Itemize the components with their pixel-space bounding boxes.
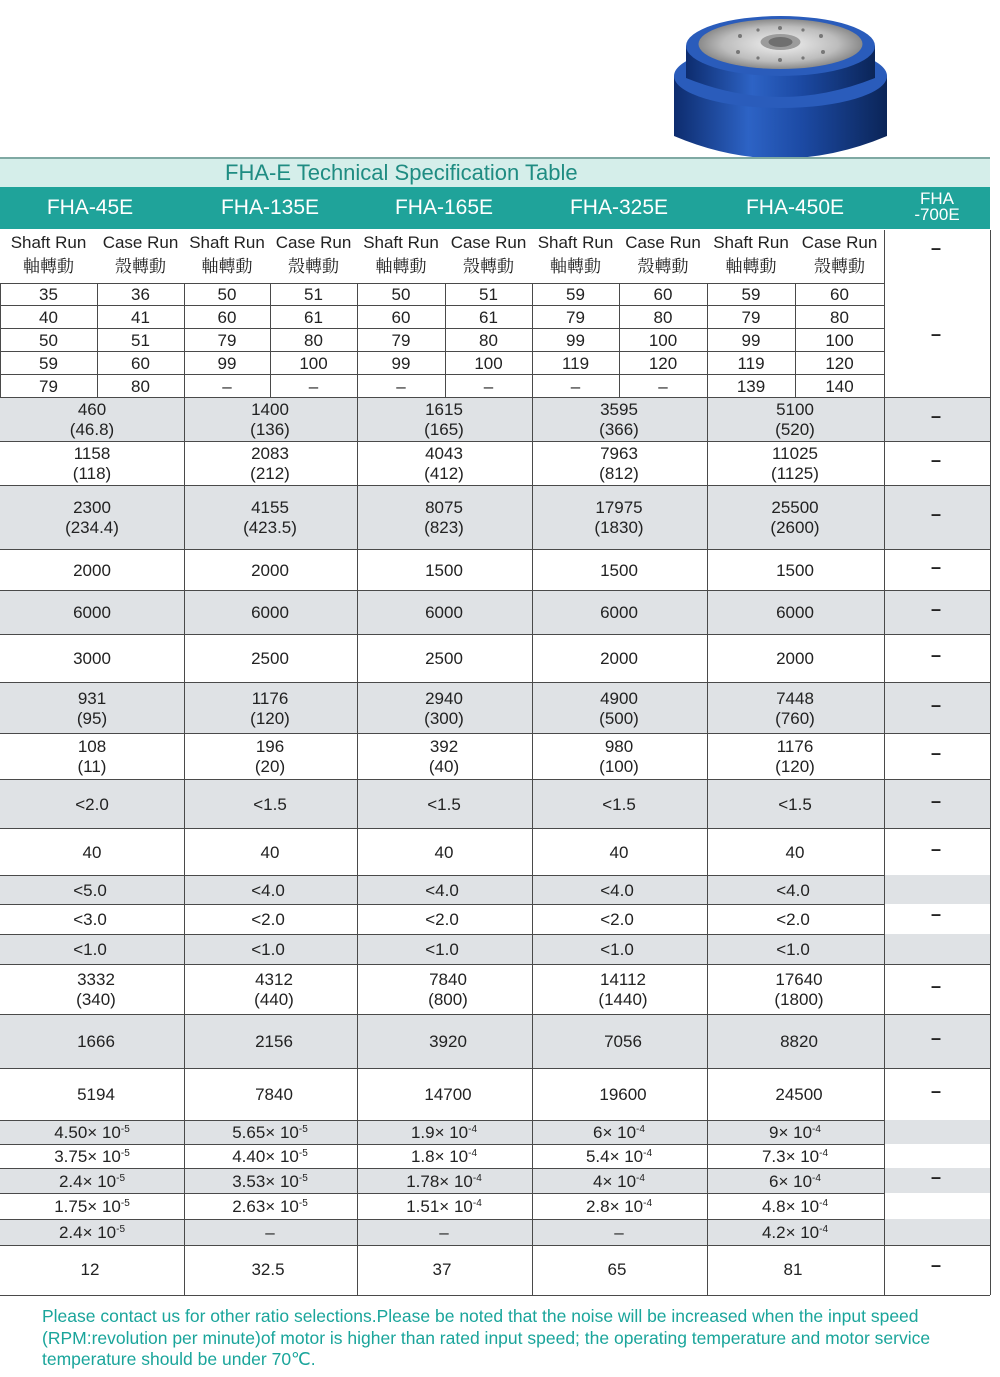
table-hline bbox=[0, 1168, 884, 1169]
precision-cell: <2.0 bbox=[600, 910, 634, 929]
spec-cell: 40 bbox=[785, 842, 805, 862]
spec-cell: 7448 (760) bbox=[775, 688, 815, 728]
spec-cell: 3920 bbox=[429, 1032, 467, 1051]
table-hline bbox=[0, 1120, 884, 1121]
spec-cell: 17640 (1800) bbox=[774, 970, 824, 1009]
inertia-cell: $6\times 10^{-4}$ bbox=[769, 1171, 821, 1191]
spec-cell: 2000 bbox=[251, 560, 289, 580]
precision-cell: <1.0 bbox=[776, 940, 810, 959]
inertia-cell: $4.8\times 10^{-4}$ bbox=[761, 1197, 829, 1216]
model-header-fha-700e bbox=[884, 191, 990, 233]
table-hline bbox=[0, 934, 884, 935]
fha-700e-ratio-dash: – bbox=[931, 324, 942, 344]
ratio-cell: 79 bbox=[391, 330, 411, 350]
spec-cell: <1.5 bbox=[253, 794, 287, 814]
spec-cell: 1500 bbox=[600, 560, 638, 580]
fha-700e-spec-dash: – bbox=[931, 450, 942, 470]
spec-cell: 25500 (2600) bbox=[770, 498, 820, 537]
table-hline bbox=[0, 1068, 990, 1069]
spec-cell: 2083 (212) bbox=[250, 444, 290, 483]
ratio-cell: 36 bbox=[131, 285, 150, 304]
ratio-cell: 51 bbox=[304, 285, 323, 304]
spec-cell: 3332 (340) bbox=[76, 970, 116, 1009]
fha-700e-spec-dash: – bbox=[931, 599, 942, 619]
spec-cell: 6000 bbox=[251, 603, 289, 622]
ratio-cell: 80 bbox=[479, 330, 498, 350]
inertia-cell: $4.2\times 10^{-4}$ bbox=[761, 1223, 829, 1242]
spec-cell: 1500 bbox=[425, 560, 463, 580]
spec-cell: 2500 bbox=[251, 649, 289, 668]
ratio-cell: – bbox=[658, 376, 668, 396]
ratio-cell: 100 bbox=[648, 330, 678, 350]
ratio-cell: 61 bbox=[479, 307, 498, 327]
ratio-cell: 50 bbox=[391, 285, 411, 304]
table-hline bbox=[0, 1193, 884, 1194]
spec-cell: 196 (20) bbox=[254, 737, 286, 776]
title-band bbox=[0, 157, 990, 187]
inertia-cell: – bbox=[439, 1223, 449, 1242]
spec-cell: 1176 (120) bbox=[250, 688, 290, 728]
spec-cell: 5194 bbox=[77, 1085, 115, 1104]
precision-cell: <4.0 bbox=[776, 880, 810, 900]
table-hline bbox=[0, 1014, 990, 1015]
model-header-row bbox=[0, 187, 990, 229]
ratio-cell: 100 bbox=[474, 353, 503, 373]
precision-cell: <5.0 bbox=[73, 880, 107, 900]
fha-700e-spec-dash: – bbox=[931, 645, 942, 665]
spec-cell: 2500 bbox=[425, 649, 463, 668]
ratio-cell: 60 bbox=[830, 285, 849, 304]
spec-cell: 40 bbox=[609, 842, 629, 862]
inertia-cell: $4\times 10^{-4}$ bbox=[593, 1171, 645, 1191]
precision-cell: <1.0 bbox=[251, 940, 285, 959]
spec-cell: 6000 bbox=[425, 603, 463, 622]
mass-cell: 37 bbox=[432, 1260, 452, 1279]
spec-cell: 14700 bbox=[424, 1085, 472, 1104]
table-hline bbox=[0, 374, 884, 375]
fha-700e-spec-dash: – bbox=[931, 694, 942, 715]
model-header-fha-450e: FHA-450E bbox=[745, 196, 845, 219]
spec-cell: <1.5 bbox=[778, 794, 812, 814]
precision-cell: <3.0 bbox=[73, 910, 107, 929]
fha-700e-inertia-dash: – bbox=[931, 1167, 942, 1187]
inertia-cell: $2.63\times 10^{-5}$ bbox=[232, 1197, 308, 1216]
ratio-cell: 100 bbox=[825, 330, 854, 350]
spec-cell: 7056 bbox=[604, 1032, 642, 1051]
fha-700e-spec-dash: – bbox=[931, 790, 942, 811]
mass-cell: 81 bbox=[783, 1260, 803, 1279]
table-hline bbox=[0, 733, 990, 734]
model-header-fha-135e: FHA-135E bbox=[220, 196, 320, 219]
ratio-cell: 119 bbox=[737, 353, 765, 373]
model-header-fha-165e: FHA-165E bbox=[394, 196, 494, 219]
ratio-cell: 60 bbox=[391, 307, 411, 327]
ratio-cell: 41 bbox=[131, 307, 150, 327]
ratio-cell: – bbox=[396, 376, 406, 396]
spec-cell: 2940 (300) bbox=[424, 688, 464, 728]
precision-cell: <2.0 bbox=[776, 910, 810, 929]
table-hline bbox=[0, 305, 884, 306]
ratio-cell: – bbox=[483, 376, 494, 396]
table-hline bbox=[0, 1144, 884, 1145]
table-hline bbox=[0, 397, 990, 398]
precision-cell: <1.0 bbox=[73, 940, 107, 959]
spec-cell: 6000 bbox=[73, 603, 111, 622]
inertia-cell: $5.65\times 10^{-5}$ bbox=[232, 1123, 308, 1142]
ratio-cell: 80 bbox=[653, 307, 673, 327]
table-vline bbox=[357, 397, 358, 1295]
spec-cell: 108 (11) bbox=[77, 737, 107, 776]
model-header-fha-45e: FHA-45E bbox=[46, 196, 134, 219]
ratio-cell: 139 bbox=[736, 376, 766, 396]
fha-700e-mass-dash: – bbox=[931, 1255, 942, 1275]
inertia-cell: $3.75\times 10^{-5}$ bbox=[54, 1147, 130, 1166]
ratio-cell: 99 bbox=[566, 330, 585, 350]
ratio-cell: 79 bbox=[39, 376, 58, 396]
inertia-cell: $6\times 10^{-4}$ bbox=[593, 1123, 645, 1142]
ratio-cell: 79 bbox=[741, 307, 761, 327]
inertia-cell: $5.4\times 10^{-4}$ bbox=[585, 1147, 653, 1166]
ratio-cell: 80 bbox=[830, 307, 849, 327]
fha-700e-spec-dash: – bbox=[931, 743, 942, 763]
model-header-fha-700e-line1: FHA bbox=[920, 189, 954, 208]
table-vline bbox=[707, 397, 708, 1295]
precision-cell: <2.0 bbox=[425, 910, 459, 929]
mass-cell: 65 bbox=[607, 1260, 627, 1279]
ratio-cell: 59 bbox=[741, 285, 761, 304]
table-vline bbox=[884, 397, 885, 1295]
table-hline bbox=[0, 351, 884, 352]
spec-cell: 24500 bbox=[775, 1085, 823, 1104]
precision-cell: <2.0 bbox=[251, 910, 285, 929]
table-hline bbox=[0, 1219, 884, 1220]
ratio-cell: 100 bbox=[299, 353, 328, 373]
spec-cell: 14112 (1440) bbox=[598, 970, 648, 1009]
spec-cell: 7840 bbox=[255, 1085, 293, 1104]
actuator-product-image bbox=[668, 6, 893, 174]
ratio-cell: 80 bbox=[131, 376, 150, 396]
ratio-cell: 140 bbox=[825, 376, 854, 396]
table-vline bbox=[990, 230, 991, 1295]
spec-cell: 40 bbox=[434, 842, 454, 862]
precision-cell: <1.0 bbox=[425, 940, 459, 959]
table-hline bbox=[0, 682, 990, 683]
spec-cell: 2300 (234.4) bbox=[65, 498, 119, 537]
mass-cell: 12 bbox=[80, 1260, 100, 1279]
spec-cell: 2000 bbox=[776, 649, 814, 668]
ratio-cell: 51 bbox=[479, 285, 498, 304]
case-run-header: Case Run 殼轉動 bbox=[801, 233, 878, 277]
spec-cell: 8820 bbox=[780, 1032, 818, 1051]
inertia-cell: $2.4\times 10^{-5}$ bbox=[58, 1171, 126, 1191]
ratio-cell: 99 bbox=[217, 353, 237, 373]
table-hline bbox=[0, 1245, 990, 1246]
table-hline bbox=[0, 964, 990, 965]
spec-cell: 6000 bbox=[776, 603, 814, 622]
model-header-fha-325e: FHA-325E bbox=[569, 196, 669, 219]
spec-cell: 460 (46.8) bbox=[69, 400, 115, 439]
spec-cell: <1.5 bbox=[427, 794, 461, 814]
spec-cell: 3000 bbox=[73, 649, 111, 668]
spec-cell: 1400 (136) bbox=[250, 400, 290, 439]
case-run-header: Case Run 殼轉動 bbox=[275, 233, 352, 277]
inertia-cell: $1.8\times 10^{-4}$ bbox=[410, 1147, 478, 1166]
ratio-cell: 59 bbox=[39, 353, 58, 373]
ratio-cell: 51 bbox=[131, 330, 150, 350]
ratio-cell: 40 bbox=[39, 307, 58, 327]
fha-700e-spec-dash: – bbox=[931, 1028, 942, 1048]
footer-note: Please contact us for other ratio selections.Please be noted that the noise will be increased when the input speed (RPM:revolution per minute)of motor is higher than rated input speed; the operating temperature and motor service temperature should be under 70℃. bbox=[42, 1306, 931, 1369]
table-hline bbox=[0, 441, 990, 442]
ratio-cell: 79 bbox=[217, 330, 237, 350]
fha-700e-spec-dash: – bbox=[931, 556, 942, 577]
table-hline bbox=[0, 549, 990, 550]
spec-cell: 392 (40) bbox=[428, 737, 460, 776]
ratio-cell: 60 bbox=[131, 353, 150, 373]
spec-cell: 1176 (120) bbox=[775, 737, 815, 776]
inertia-cell: $2.4\times 10^{-5}$ bbox=[58, 1223, 126, 1242]
spec-cell: 931 (95) bbox=[76, 688, 108, 728]
inertia-cell: $7.3\times 10^{-4}$ bbox=[761, 1147, 829, 1166]
precision-cell: <1.0 bbox=[600, 940, 634, 959]
precision-cell: <4.0 bbox=[251, 880, 285, 900]
ratio-cell: – bbox=[570, 376, 581, 396]
inertia-cell: $9\times 10^{-4}$ bbox=[769, 1123, 821, 1142]
inertia-cell: $1.9\times 10^{-4}$ bbox=[410, 1123, 478, 1142]
shaft-run-header: Shaft Run 軸轉動 bbox=[189, 233, 265, 277]
model-header-fha-700e-line2: -700E bbox=[914, 205, 960, 224]
spec-cell: 6000 bbox=[600, 603, 638, 622]
fha-700e-spec-dash: – bbox=[931, 406, 942, 426]
spec-cell: 11025 (1125) bbox=[771, 444, 819, 483]
ratio-cell: 80 bbox=[304, 330, 323, 350]
table-hline bbox=[0, 485, 990, 486]
spec-cell: 40 bbox=[260, 842, 280, 862]
inertia-cell: $2.8\times 10^{-4}$ bbox=[585, 1197, 653, 1216]
table-hline bbox=[0, 1295, 990, 1296]
shaft-run-header: Shaft Run 軸轉動 bbox=[713, 233, 789, 277]
inertia-cell: $4.50\times 10^{-5}$ bbox=[54, 1123, 130, 1142]
fha-700e-spec-dash: – bbox=[931, 838, 942, 859]
ratio-cell: 99 bbox=[741, 330, 761, 350]
ratio-cell: – bbox=[308, 376, 319, 396]
inertia-cell: $1.51\times 10^{-4}$ bbox=[406, 1197, 482, 1216]
table-hline bbox=[0, 828, 990, 829]
spec-cell: 4312 (440) bbox=[254, 970, 294, 1009]
spec-cell: 4900 (500) bbox=[599, 688, 639, 728]
ratio-cell: 79 bbox=[566, 307, 585, 327]
table-title: FHA-E Technical Specification Table bbox=[225, 160, 578, 185]
spec-cell: 1615 (165) bbox=[424, 400, 464, 439]
case-run-header: Case Run 殼轉動 bbox=[102, 233, 179, 277]
ratio-cell: 61 bbox=[304, 307, 323, 327]
ratio-cell: 60 bbox=[653, 285, 673, 304]
spec-cell: 17975 (1830) bbox=[594, 498, 644, 537]
table-hline bbox=[0, 634, 990, 635]
fha-700e-spec-dash: – bbox=[931, 504, 942, 524]
spec-cell: 8075 (823) bbox=[424, 498, 464, 537]
spec-cell: 1158 (118) bbox=[72, 444, 112, 483]
spec-cell: <1.5 bbox=[602, 794, 636, 814]
table-vline bbox=[184, 397, 185, 1295]
ratio-cell: 120 bbox=[825, 353, 854, 373]
spec-cell: 5100 (520) bbox=[775, 400, 815, 439]
table-hline bbox=[0, 779, 990, 780]
inertia-cell: $1.78\times 10^{-4}$ bbox=[406, 1171, 482, 1191]
spec-cell: 40 bbox=[82, 842, 102, 862]
ratio-cell: 99 bbox=[391, 353, 411, 373]
spec-cell: 7840 (800) bbox=[428, 970, 468, 1009]
fha-700e-spec-dash: – bbox=[931, 1081, 942, 1101]
fha-700e-spec-dash: – bbox=[931, 976, 942, 996]
spec-cell: 1500 bbox=[776, 560, 814, 580]
spec-cell: 4043 (412) bbox=[424, 444, 464, 483]
inertia-cell: $4.40\times 10^{-5}$ bbox=[232, 1147, 308, 1166]
spec-cell: 19600 bbox=[599, 1085, 647, 1104]
inertia-cell: $1.75\times 10^{-5}$ bbox=[54, 1197, 130, 1216]
mass-cell: 32.5 bbox=[251, 1260, 285, 1279]
spec-cell: 2156 bbox=[255, 1032, 293, 1051]
fha-700e-subheader-dash: – bbox=[931, 238, 942, 258]
table-hline bbox=[0, 904, 884, 905]
spec-cell: 1666 bbox=[77, 1032, 115, 1051]
inertia-cell: $3.53\times 10^{-5}$ bbox=[232, 1171, 308, 1191]
ratio-cell: 50 bbox=[217, 285, 237, 304]
case-run-header: Case Run 殼轉動 bbox=[450, 233, 527, 277]
inertia-cell: – bbox=[265, 1223, 275, 1242]
table-vline bbox=[532, 397, 533, 1295]
ratio-cell: 60 bbox=[217, 307, 237, 327]
case-run-header: Case Run 殼轉動 bbox=[625, 233, 701, 277]
spec-cell: 2000 bbox=[73, 560, 111, 580]
table-hline bbox=[0, 875, 884, 876]
shaft-run-header: Shaft Run 軸轉動 bbox=[363, 233, 439, 277]
spec-cell: 3595 (366) bbox=[599, 400, 639, 439]
precision-cell: <4.0 bbox=[600, 880, 634, 900]
spec-cell: 2000 bbox=[600, 649, 638, 668]
ratio-cell: 35 bbox=[39, 285, 58, 304]
ratio-cell: 50 bbox=[39, 330, 58, 350]
shaft-run-header: Shaft Run 軸轉動 bbox=[10, 233, 87, 277]
shaft-run-header: Shaft Run 軸轉動 bbox=[537, 233, 614, 277]
precision-cell: <4.0 bbox=[425, 880, 459, 900]
ratio-cell: 59 bbox=[566, 285, 585, 304]
spec-cell: <2.0 bbox=[75, 794, 109, 814]
spec-cell: 980 (100) bbox=[599, 737, 639, 776]
ratio-cell: – bbox=[222, 376, 232, 396]
table-vline bbox=[884, 230, 885, 397]
table-hline bbox=[0, 590, 990, 591]
ratio-cell: 120 bbox=[648, 353, 678, 373]
inertia-cell: – bbox=[614, 1223, 624, 1242]
table-hline bbox=[0, 328, 884, 329]
ratio-cell: 119 bbox=[561, 353, 590, 373]
spec-cell: 4155 (423.5) bbox=[243, 498, 297, 537]
spec-cell: 7963 (812) bbox=[599, 444, 639, 483]
fha-700e-precision-dash: – bbox=[931, 904, 942, 924]
